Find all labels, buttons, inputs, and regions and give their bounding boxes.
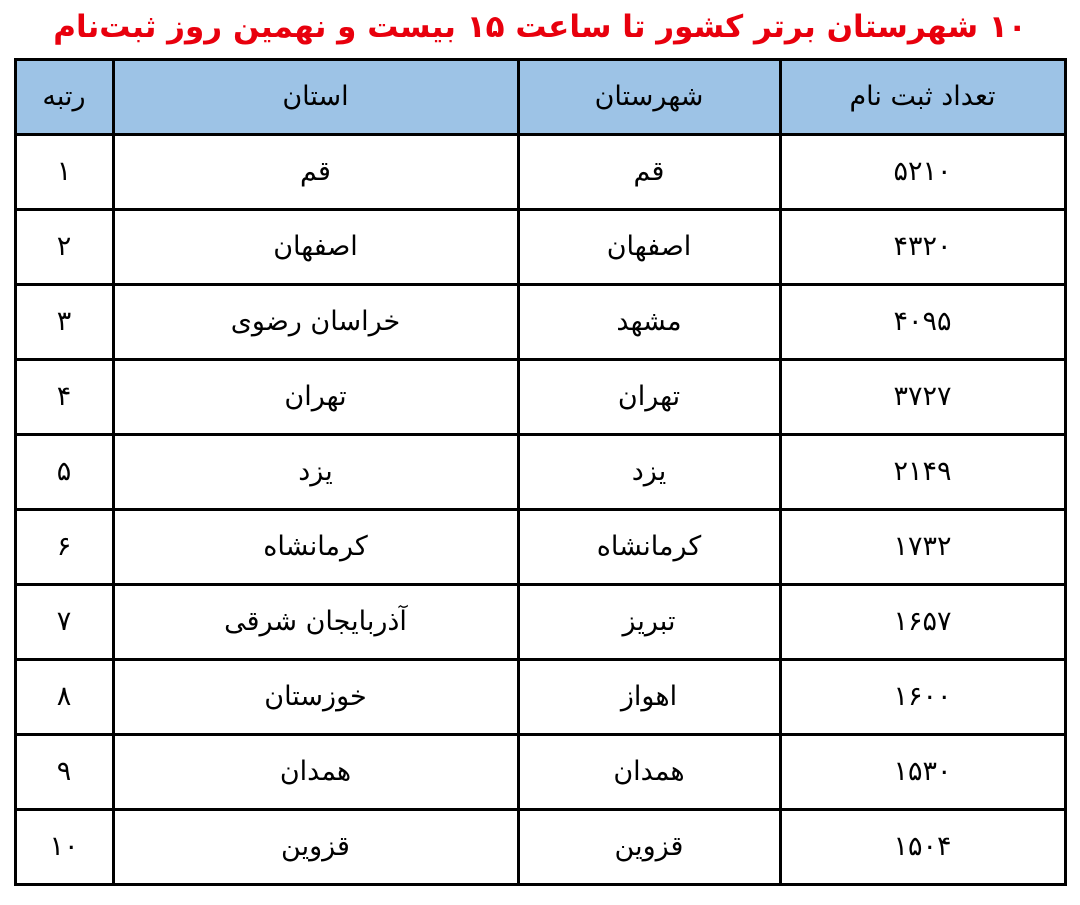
column-header-count: تعداد ثبت نام bbox=[780, 59, 1065, 134]
cell-province: خراسان رضوی bbox=[113, 284, 518, 359]
cell-count: ۵۲۱۰ bbox=[780, 134, 1065, 209]
cell-city: قم bbox=[518, 134, 780, 209]
cell-province: آذربایجان شرقی bbox=[113, 584, 518, 659]
cell-city: همدان bbox=[518, 734, 780, 809]
table-row bbox=[15, 809, 1065, 884]
table-body bbox=[15, 134, 1065, 884]
cell-count: ۴۰۹۵ bbox=[780, 284, 1065, 359]
cell-province: خوزستان bbox=[113, 659, 518, 734]
cell-count: ۱۶۰۰ bbox=[780, 659, 1065, 734]
cell-city: اصفهان bbox=[518, 209, 780, 284]
cell-province: قم bbox=[113, 134, 518, 209]
cell-province: اصفهان bbox=[113, 209, 518, 284]
cell-count: ۱۶۵۷ bbox=[780, 584, 1065, 659]
table-row bbox=[15, 134, 1065, 209]
page-title: ۱۰ شهرستان برتر کشور تا ساعت ۱۵ بیست و نهمین روز ثبت‌نام bbox=[53, 9, 1027, 45]
cell-province: همدان bbox=[113, 734, 518, 809]
cell-city: اهواز bbox=[518, 659, 780, 734]
table-row bbox=[15, 209, 1065, 284]
cell-rank: ۹ bbox=[15, 734, 113, 809]
top-cities-table bbox=[14, 58, 1067, 886]
cell-rank: ۴ bbox=[15, 359, 113, 434]
cell-count: ۱۵۰۴ bbox=[780, 809, 1065, 884]
cell-city: یزد bbox=[518, 434, 780, 509]
table-row bbox=[15, 734, 1065, 809]
table-row bbox=[15, 509, 1065, 584]
cell-rank: ۳ bbox=[15, 284, 113, 359]
table-row bbox=[15, 659, 1065, 734]
cell-rank: ۸ bbox=[15, 659, 113, 734]
cell-rank: ۶ bbox=[15, 509, 113, 584]
table-header-row bbox=[15, 59, 1065, 134]
cell-city: مشهد bbox=[518, 284, 780, 359]
cell-province: قزوین bbox=[113, 809, 518, 884]
table-row bbox=[15, 584, 1065, 659]
table-row bbox=[15, 284, 1065, 359]
cell-rank: ۵ bbox=[15, 434, 113, 509]
table-row bbox=[15, 359, 1065, 434]
cell-city: کرمانشاه bbox=[518, 509, 780, 584]
cell-count: ۲۱۴۹ bbox=[780, 434, 1065, 509]
column-header-rank: رتبه bbox=[15, 59, 113, 134]
cell-count: ۱۵۳۰ bbox=[780, 734, 1065, 809]
cell-province: یزد bbox=[113, 434, 518, 509]
cell-province: تهران bbox=[113, 359, 518, 434]
cell-count: ۴۳۲۰ bbox=[780, 209, 1065, 284]
cell-rank: ۱۰ bbox=[15, 809, 113, 884]
cell-rank: ۱ bbox=[15, 134, 113, 209]
table-row bbox=[15, 434, 1065, 509]
column-header-province: استان bbox=[113, 59, 518, 134]
cell-count: ۳۷۲۷ bbox=[780, 359, 1065, 434]
cell-count: ۱۷۳۲ bbox=[780, 509, 1065, 584]
cell-city: قزوین bbox=[518, 809, 780, 884]
cell-province: کرمانشاه bbox=[113, 509, 518, 584]
table-header bbox=[15, 59, 1065, 134]
cell-rank: ۲ bbox=[15, 209, 113, 284]
cell-city: تهران bbox=[518, 359, 780, 434]
cell-rank: ۷ bbox=[15, 584, 113, 659]
cell-city: تبریز bbox=[518, 584, 780, 659]
column-header-city: شهرستان bbox=[518, 59, 780, 134]
